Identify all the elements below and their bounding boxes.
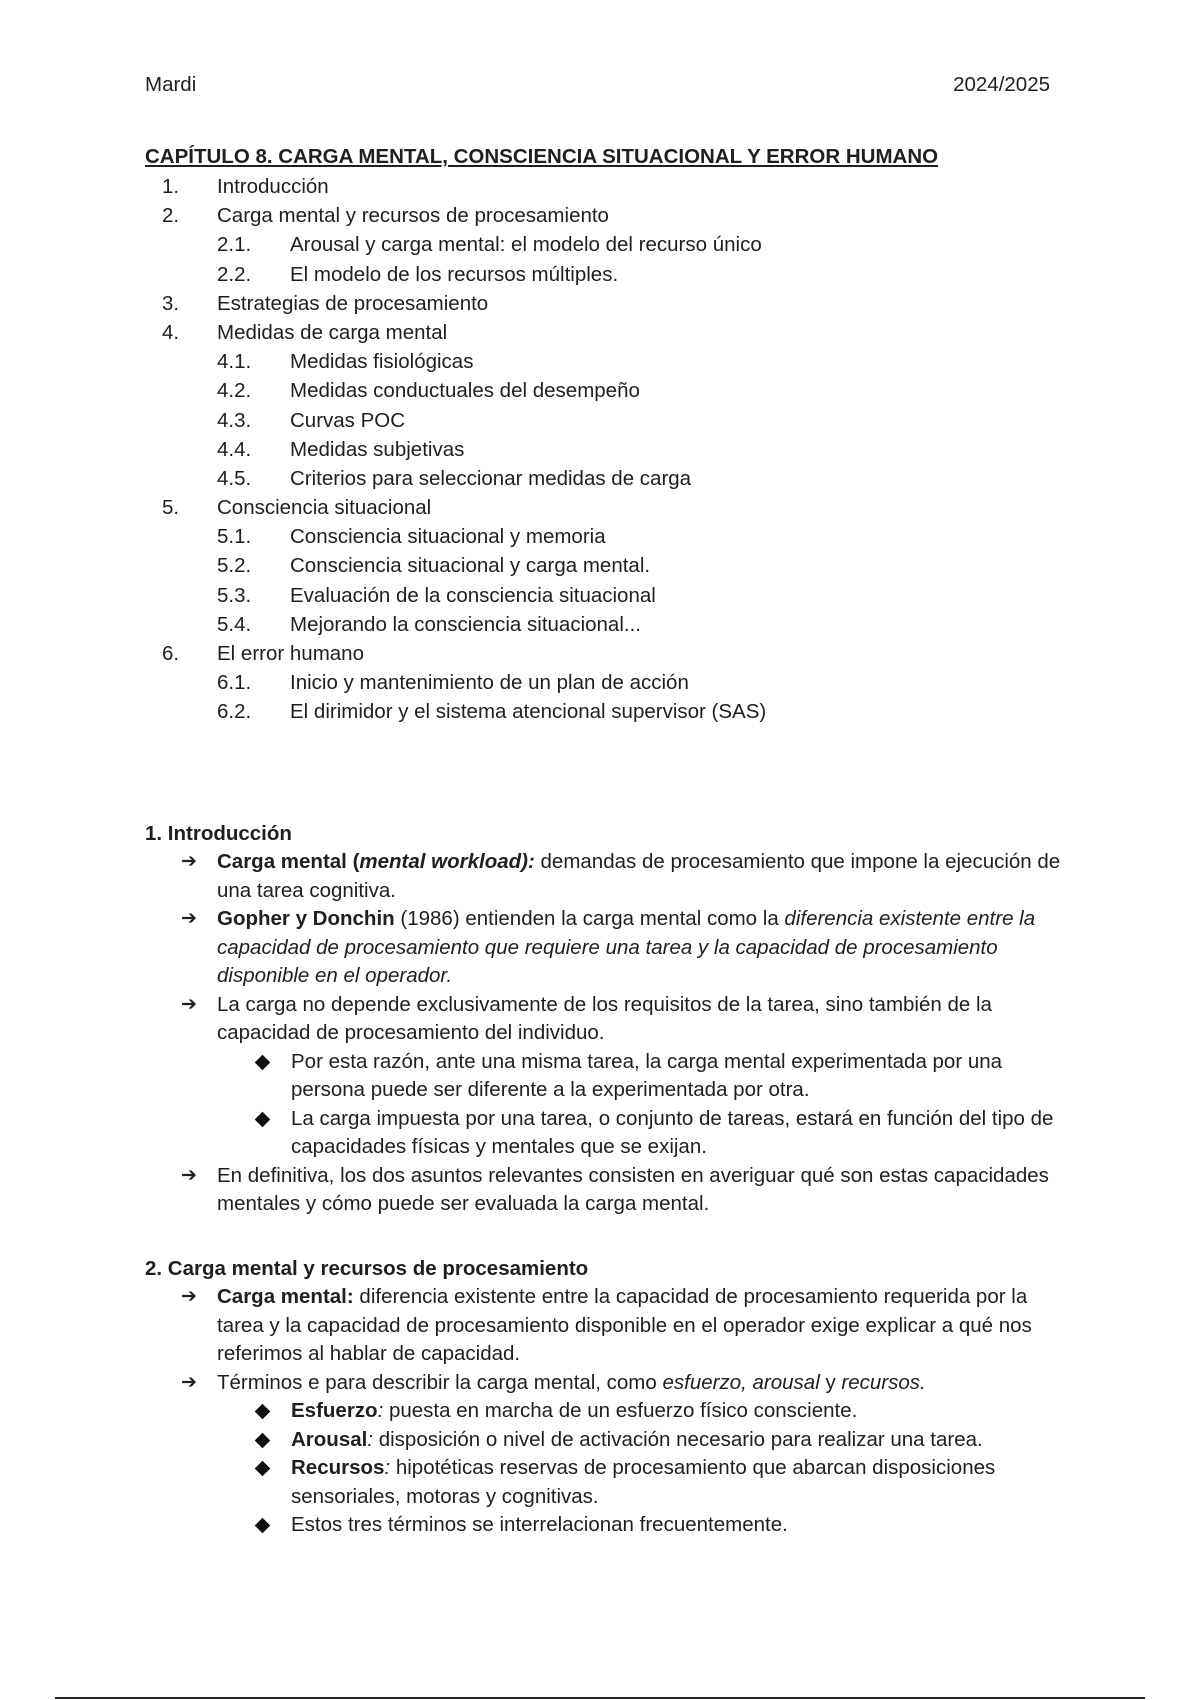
toc-item: [0, 551, 1200, 580]
toc-label: Consciencia situacional y memoria: [290, 525, 606, 549]
text: y: [819, 1370, 842, 1394]
colon: :: [384, 1456, 391, 1479]
toc-item: [0, 668, 1200, 697]
toc-number: 5.3.: [217, 583, 252, 607]
toc-number: 4.3.: [217, 408, 252, 432]
text: Estos tres términos se interrelacionan frecuentemente.: [291, 1513, 788, 1536]
diamond-bullet-icon: [255, 1461, 271, 1477]
diamond-bullet-icon: [255, 1054, 271, 1070]
sub-list: [217, 1397, 1065, 1540]
header-author: Mardi: [145, 73, 197, 96]
text: La carga impuesta por una tarea, o conjunto de tareas, estará en función del tipo de capacidades físicas y mentales que se exijan.: [291, 1106, 1054, 1158]
table-of-contents: [0, 172, 1200, 727]
toc-item: [0, 289, 1200, 318]
sub-item: [145, 1397, 1065, 1426]
definition: disposición o nivel de activación necesario para realizar una tarea.: [373, 1427, 983, 1451]
toc-item: [0, 376, 1200, 405]
sub-item: [145, 1048, 1065, 1105]
toc-label: Estrategias de procesamiento: [217, 291, 489, 315]
toc-number: 4.4.: [217, 437, 252, 461]
toc-number: 4.5.: [217, 466, 252, 490]
bullet-list: [145, 848, 1065, 1219]
section-carga-mental: [145, 1254, 1065, 1540]
arrow-bullet-icon: ➔: [181, 993, 197, 1015]
toc-number: 6.2.: [217, 700, 252, 724]
toc-number: 4.: [162, 320, 180, 344]
toc-item: [0, 610, 1200, 639]
toc-number: 5.2.: [217, 554, 252, 578]
diamond-bullet-icon: [255, 1518, 271, 1534]
toc-number: 2.2.: [217, 262, 252, 286]
arrow-bullet-icon: ➔: [181, 908, 197, 929]
toc-label: Medidas fisiológicas: [290, 350, 474, 374]
bullet-list: [145, 1283, 1065, 1540]
authors: Gopher y Donchin: [217, 907, 395, 930]
section-introduccion: [145, 819, 1065, 1219]
toc-item: [0, 581, 1200, 610]
toc-number: 6.1.: [217, 671, 252, 695]
diamond-bullet-icon: [255, 1111, 271, 1127]
toc-number: 2.1.: [217, 233, 252, 257]
term-english: mental workload):: [359, 850, 535, 873]
definition: hipotéticas reservas de procesamiento que abarcan disposiciones sensoriales, motoras y cognitivas.: [291, 1456, 996, 1508]
toc-item: [0, 172, 1200, 201]
toc-number: 5.1.: [217, 525, 252, 549]
toc-label: Mejorando la consciencia situacional...: [290, 612, 641, 636]
page-bottom-rule: [55, 1697, 1145, 1699]
toc-label: Inicio y mantenimiento de un plan de acción: [290, 671, 689, 695]
toc-item: [0, 464, 1200, 493]
text-italic: recursos.: [841, 1370, 926, 1394]
arrow-bullet-icon: ➔: [181, 1371, 197, 1393]
list-item: [145, 1162, 1065, 1219]
toc-label: Introducción: [217, 175, 329, 198]
toc-label: El modelo de los recursos múltiples.: [290, 262, 619, 286]
text: Por esta razón, ante una misma tarea, la carga mental experimentada por una persona puede ser diferente a la experimentada por otra.: [291, 1049, 1003, 1101]
diamond-bullet-icon: [255, 1404, 271, 1420]
toc-item: [0, 201, 1200, 230]
toc-item: [0, 260, 1200, 289]
chapter-title: CAPÍTULO 8. CARGA MENTAL, CONSCIENCIA SITUACIONAL Y ERROR HUMANO: [145, 145, 939, 168]
toc-label: Medidas conductuales del desempeño: [290, 379, 640, 403]
text: La carga no depende exclusivamente de los requisitos de la tarea, sino también de la capacidad de procesamiento del individuo.: [217, 992, 992, 1044]
toc-label: El error humano: [217, 642, 364, 665]
text: Términos e para describir la carga mental, como: [217, 1370, 663, 1394]
toc-item: [0, 697, 1200, 726]
toc-label: Carga mental y recursos de procesamiento: [217, 204, 609, 228]
term: Esfuerzo: [291, 1399, 378, 1422]
text: En definitiva, los dos asuntos relevantes consisten en averiguar qué son estas capacidades mentales y cómo puede ser evaluada la carga mental.: [217, 1163, 1049, 1215]
term: Carga mental (: [217, 850, 360, 873]
toc-number: 6.: [162, 642, 180, 665]
toc-label: Medidas subjetivas: [290, 437, 465, 461]
term: Arousal: [291, 1427, 368, 1451]
toc-number: 5.: [162, 496, 180, 520]
toc-item: [0, 639, 1200, 668]
list-item: [145, 848, 1065, 905]
toc-label: Consciencia situacional y carga mental.: [290, 554, 651, 578]
arrow-bullet-icon: ➔: [181, 1286, 197, 1307]
section-heading: 1. Introducción: [145, 822, 292, 845]
toc-label: Evaluación de la consciencia situacional: [290, 583, 656, 607]
definition: diferencia existente entre la capacidad de procesamiento requerida por la tarea y la capacidad de procesamiento disponible en el operador exige explicar a qué nos referimos al hablar de capacidad.: [217, 1285, 1032, 1365]
toc-label: Consciencia situacional: [217, 496, 432, 520]
toc-item: [0, 406, 1200, 435]
toc-item: [0, 493, 1200, 522]
toc-label: El dirimidor y el sistema atencional supervisor (SAS): [290, 700, 767, 724]
definition: demandas de procesamiento que impone la ejecución de una tarea cognitiva.: [217, 850, 1061, 902]
list-item: [145, 991, 1065, 1162]
text-italic: esfuerzo, arousal: [662, 1370, 820, 1394]
toc-label: Arousal y carga mental: el modelo del recurso único: [290, 233, 762, 257]
arrow-bullet-icon: ➔: [181, 851, 197, 872]
term: Carga mental:: [217, 1285, 354, 1308]
toc-number: 5.4.: [217, 612, 252, 636]
toc-number: 3.: [162, 291, 180, 315]
header-year: 2024/2025: [953, 73, 1050, 96]
definition-italic: diferencia existente entre la capacidad de procesamiento que requiere una tarea y la capacidad de procesamiento disponible en el operador.: [217, 907, 1036, 987]
diamond-bullet-icon: [255, 1432, 271, 1448]
toc-item: [0, 347, 1200, 376]
arrow-bullet-icon: ➔: [181, 1164, 197, 1186]
toc-label: Medidas de carga mental: [217, 320, 448, 344]
toc-item: [0, 318, 1200, 347]
sub-item: [145, 1105, 1065, 1162]
sub-item: [145, 1511, 1065, 1540]
toc-number: 2.: [162, 204, 180, 228]
list-item: [145, 905, 1065, 991]
toc-item: [0, 522, 1200, 551]
list-item: [145, 1369, 1065, 1540]
colon: :: [377, 1399, 384, 1422]
toc-label: Curvas POC: [290, 408, 406, 432]
colon: :: [367, 1427, 374, 1451]
toc-number: 1.: [162, 175, 180, 198]
toc-label: Criterios para seleccionar medidas de carga: [290, 466, 692, 490]
section-heading: 2. Carga mental y recursos de procesamiento: [145, 1257, 589, 1280]
toc-number: 4.1.: [217, 350, 252, 374]
definition: puesta en marcha de un esfuerzo físico consciente.: [383, 1399, 858, 1422]
text: (1986) entienden la carga mental como la: [394, 907, 785, 930]
toc-number: 4.2.: [217, 379, 252, 403]
sub-item: [145, 1426, 1065, 1455]
toc-item: [0, 435, 1200, 464]
sub-item: [145, 1454, 1065, 1511]
sub-list: [217, 1048, 1065, 1162]
toc-item: [0, 230, 1200, 259]
term: Recursos: [291, 1456, 385, 1479]
list-item: [145, 1283, 1065, 1369]
